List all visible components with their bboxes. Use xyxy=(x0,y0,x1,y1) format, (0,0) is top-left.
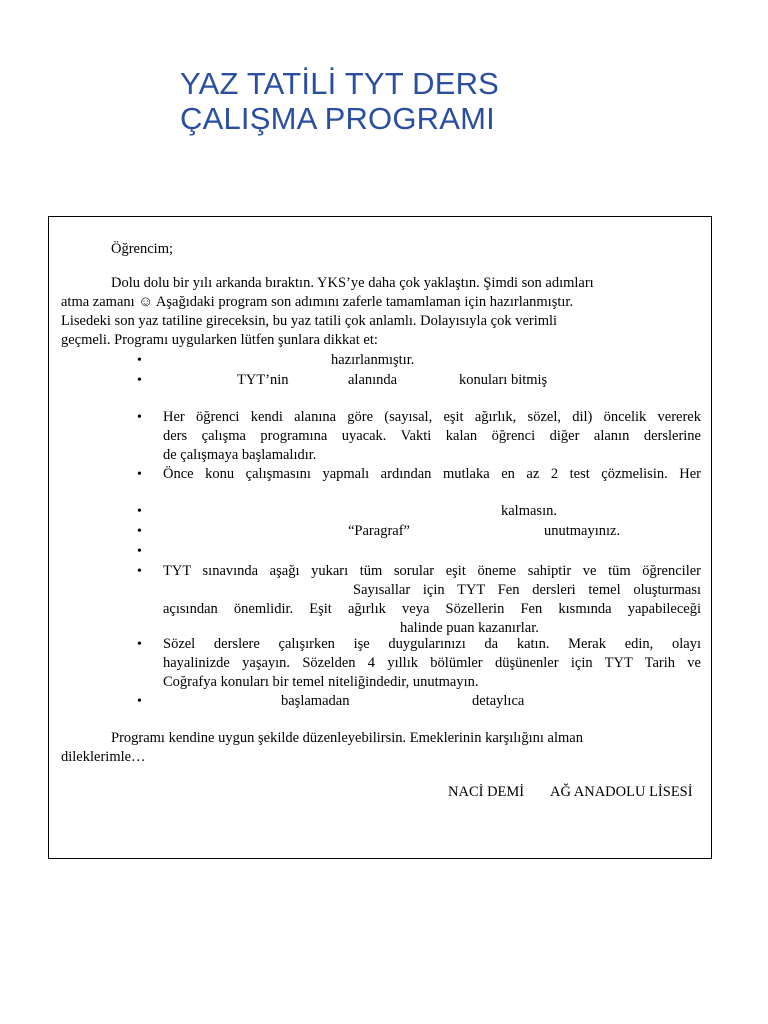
bullet-dot: • xyxy=(137,353,142,368)
bullet-3-text xyxy=(163,408,701,465)
title-line-2: ÇALIŞMA PROGRAMI xyxy=(180,101,495,136)
bullet-dot: • xyxy=(137,467,142,482)
bullet-6-text-a: “Paragraf” xyxy=(348,523,410,539)
bullet-dot: • xyxy=(137,504,142,519)
closing-line-1: Programı kendine uygun şekilde düzenleyebilirsin. Emeklerinin karşılığını alman xyxy=(111,730,583,746)
bullet-2-text-b: alanında xyxy=(348,372,398,388)
intro-paragraph xyxy=(61,274,701,350)
bullet-8-text xyxy=(163,562,701,638)
bullet-4-line-1: Önce konu çalışmasını yapmalı ardından mutlaka en az 2 test çözmelisin. Her xyxy=(163,466,701,482)
bullet-10-text-b: detaylıca xyxy=(472,693,525,709)
intro-line-3: Lisedeki son yaz tatiline gireceksin, bu yaz tatili çok anlamlı. Dolayısıyla çok verimli xyxy=(61,313,558,329)
title-line-1: YAZ TATİLİ TYT DERS xyxy=(180,66,500,101)
bullet-dot: • xyxy=(137,373,142,388)
bullet-9-line-2: hayalinizde yaşayın. Sözelden 4 yıllık bölümler düşünenler için TYT Tarih ve xyxy=(163,655,701,671)
bullet-9-line-3: Coğrafya konuları bir temel niteliğindedir, unutmayın. xyxy=(163,674,479,690)
bullet-2-text-a: TYT’nin xyxy=(237,372,289,388)
bullet-8-line-1: TYT sınavında aşağı yukarı tüm sorular eşit öneme sahiptir ve tüm öğrenciler xyxy=(163,563,701,579)
closing-paragraph xyxy=(61,729,701,767)
bullet-3-line-2: ders çalışma programına uyacak. Vakti kalan öğrenci diğer alanın derslerine xyxy=(163,428,701,444)
bullet-4-text xyxy=(163,465,701,484)
bullet-6-text-b: unutmayınız. xyxy=(544,523,621,539)
signature-school: AĞ ANADOLU LİSESİ xyxy=(550,784,693,800)
bullet-dot: • xyxy=(137,410,142,425)
bullet-8-line-2: Sayısallar için TYT Fen dersleri temel oluşturması xyxy=(353,582,701,598)
bullet-dot: • xyxy=(137,544,142,559)
bullet-1-text: hazırlanmıştır. xyxy=(331,352,415,368)
bullet-9-line-1: Sözel derslere çalışırken işe duygularınızı da katın. Merak edin, olayı xyxy=(163,636,701,652)
bullet-dot: • xyxy=(137,564,142,579)
bullet-8-line-3: açısından önemlidir. Eşit ağırlık veya Sözellerin Fen kısmında yapabileceği xyxy=(163,601,701,617)
bullet-dot: • xyxy=(137,694,142,709)
bullet-3-line-3: de çalışmaya başlamalıdır. xyxy=(163,447,317,463)
closing-line-2: dileklerimle… xyxy=(61,749,146,765)
bullet-2-text-c: konuları bitmiş xyxy=(459,372,548,388)
page-title xyxy=(180,66,499,136)
greeting: Öğrencim; xyxy=(111,241,174,257)
bullet-3-line-1: Her öğrenci kendi alanına göre (sayısal, eşit ağırlık, sözel, dil) öncelik vererek xyxy=(163,409,701,425)
intro-line-2: atma zamanı ☺ Aşağıdaki program son adımını zaferle tamamlaman için hazırlanmıştır. xyxy=(61,294,574,310)
intro-line-1: Dolu dolu bir yılı arkanda bıraktın. YKS’ye daha çok yaklaştın. Şimdi son adımları xyxy=(111,275,594,291)
signature-name: NACİ DEMİ xyxy=(448,784,525,800)
bullet-9-text xyxy=(163,635,701,692)
bullet-8-line-4: halinde puan kazanırlar. xyxy=(400,620,539,636)
bullet-10-text-a: başlamadan xyxy=(281,693,350,709)
bullet-5-text: kalmasın. xyxy=(501,503,557,519)
bullet-dot: • xyxy=(137,524,142,539)
bullet-dot: • xyxy=(137,637,142,652)
intro-line-4: geçmeli. Programı uygularken lütfen şunlara dikkat et: xyxy=(61,332,378,348)
